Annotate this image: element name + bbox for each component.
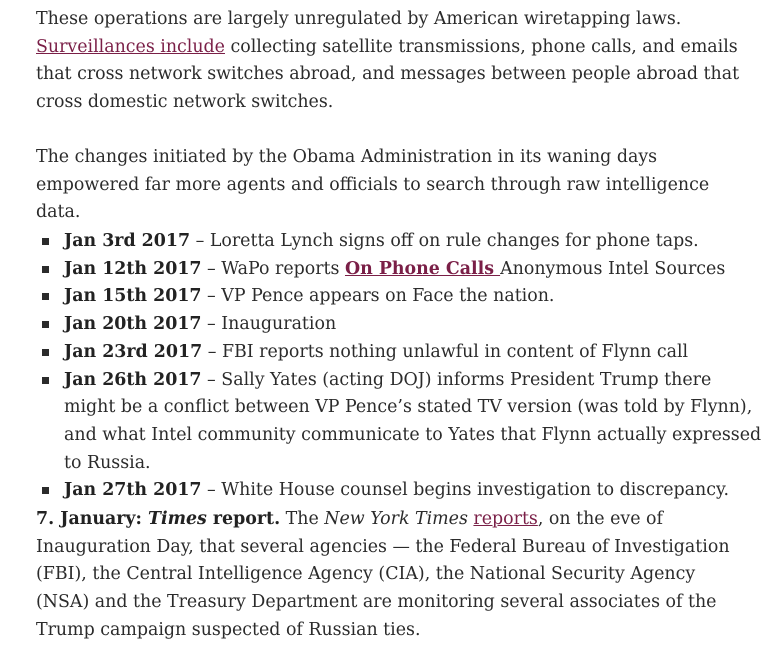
timeline-date: Jan 26th 2017 <box>64 369 202 390</box>
bullet-icon <box>42 377 49 384</box>
timeline-text: – Sally Yates (acting DOJ) informs President Trump there might be a conflict between VP Pence’s stated TV version (was told by Flynn), and what Intel community communicate to Yates that Flynn actually expressed to Russia. <box>64 369 762 473</box>
timeline-date: Jan 15th 2017 <box>64 286 202 307</box>
section-heading <box>36 509 280 529</box>
timeline-text: Anonymous Intel Sources <box>500 258 726 279</box>
paragraph-times-report <box>36 506 752 645</box>
bullet-icon <box>42 487 49 494</box>
timeline-text: – WaPo reports <box>201 258 345 279</box>
paragraph-obama-changes <box>36 144 752 227</box>
reports-link[interactable]: reports <box>473 509 538 529</box>
timeline-text: – Loretta Lynch signs off on rule changes for phone taps. <box>190 231 699 251</box>
paragraph-text: collecting satellite transmissions, phone calls, and emails that cross network switches abroad, and messages between people abroad that cross domestic network switches. <box>36 36 740 113</box>
timeline-date: Jan 12th 2017 <box>64 258 202 279</box>
on-phone-calls-link[interactable]: On Phone Calls <box>344 258 501 279</box>
surveillances-include-link[interactable]: Surveillances include <box>36 36 225 57</box>
heading-suffix: report. <box>206 509 281 529</box>
bullet-icon <box>42 293 49 300</box>
timeline-text: – White House counsel begins investigation to discrepancy. <box>201 480 730 501</box>
list-item <box>36 367 766 478</box>
publication-name: New York Times <box>324 509 468 529</box>
list-item <box>36 311 766 339</box>
timeline-text: – FBI reports nothing unlawful in content of Flynn call <box>202 341 689 362</box>
timeline-date: Jan 23rd 2017 <box>64 341 203 362</box>
paragraph-text: The changes initiated by the Obama Administration in its waning days empowered far more agents and officials to search through raw intelligence data. <box>36 147 710 223</box>
timeline-text: – Inauguration <box>201 314 337 335</box>
list-item <box>36 228 766 256</box>
bullet-icon <box>42 238 49 245</box>
timeline-date: Jan 20th 2017 <box>64 314 202 335</box>
list-item <box>36 477 766 505</box>
heading-prefix: 7. January: <box>36 509 149 529</box>
timeline-list <box>36 228 766 505</box>
paragraph-surveillance <box>36 6 752 117</box>
bullet-icon <box>42 321 49 328</box>
timeline-date: Jan 3rd 2017 <box>64 231 191 251</box>
paragraph-text: These operations are largely unregulated by American wiretapping laws. <box>36 9 682 29</box>
timeline-text: – VP Pence appears on Face the nation. <box>201 286 555 307</box>
paragraph-text: , on the eve of Inauguration Day, that several agencies — the Federal Bureau of Investigation (FBI), the Central Intelligence Agency (CIA), the National Security Agency (NSA) and the Treasury Department are monitoring several associates of the Trump campaign suspected of Russian ties. <box>36 509 730 640</box>
list-item <box>36 256 766 284</box>
heading-italic: Times <box>148 509 207 529</box>
bullet-icon <box>42 266 49 273</box>
timeline-date: Jan 27th 2017 <box>64 480 202 501</box>
bullet-icon <box>42 349 49 356</box>
list-item <box>36 283 766 311</box>
list-item <box>36 339 766 367</box>
paragraph-text: The <box>280 509 325 529</box>
